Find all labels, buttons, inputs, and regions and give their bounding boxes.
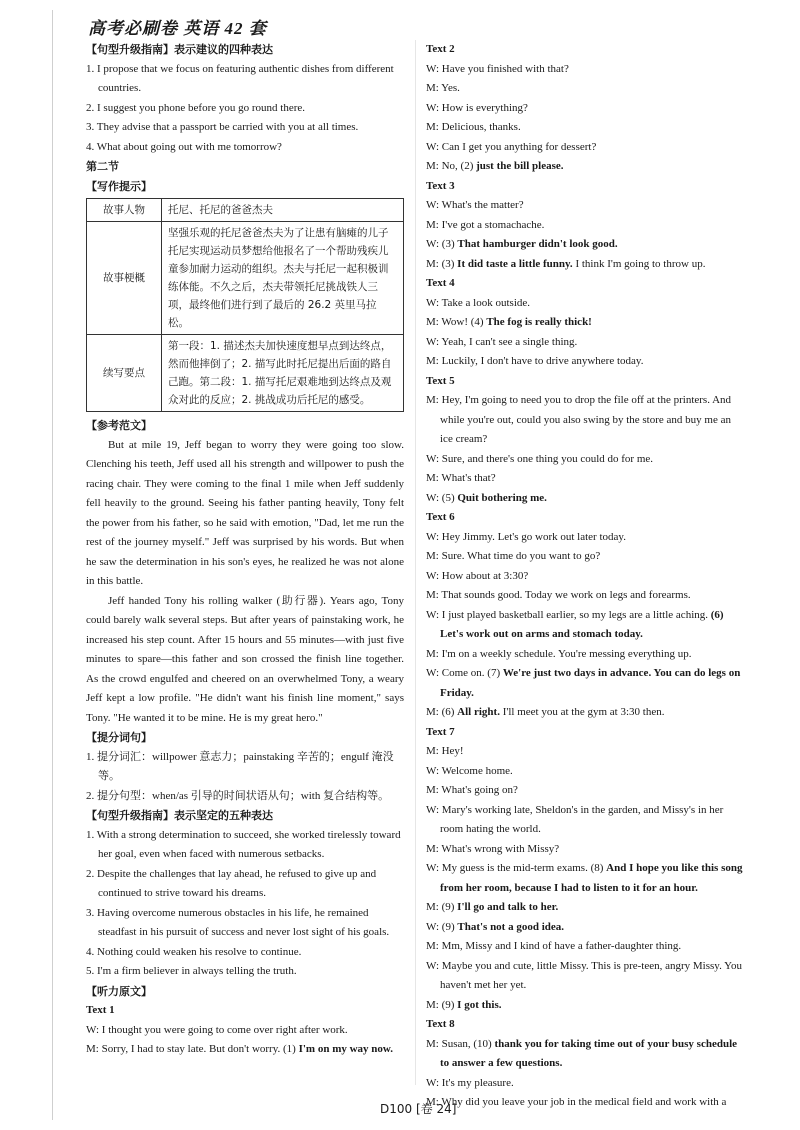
dialogue-text: W: (5) [426, 491, 458, 504]
dialogue-text: I'll meet you at the gym at 3:30 then. [499, 706, 665, 718]
dialogue-line [426, 703, 746, 723]
answer-text: It did taste a little funny. [457, 257, 573, 270]
dialogue-line: M: What's wrong with Missy? [426, 842, 560, 855]
table-row [87, 222, 404, 335]
dialogue-line [426, 996, 746, 1016]
dialogue-line: W: Can I get you anything for dessert? [426, 140, 597, 153]
dialogue-text: M: (3) [426, 257, 458, 270]
dialogue-line: W: Take a look outside. [426, 296, 531, 309]
dialogue-line: M: That sounds good. Today we work on legs and forearms. [426, 589, 691, 601]
dialogue-text: W: My guess is the mid-term exams. (8) [426, 862, 607, 874]
dialogue-text: M: Sorry, I had to stay late. But don't worry. (1) [86, 1043, 299, 1055]
dialogue-line: M: Yes. [426, 82, 460, 94]
dialogue-line: W: How is everything? [426, 101, 528, 114]
list-item: 5. I'm a firm believer in always telling the truth. [86, 965, 297, 977]
answer-text: That's not a good idea. [457, 920, 565, 933]
column-divider [415, 40, 416, 1085]
dialogue-line [426, 606, 746, 645]
writing-hint-table [86, 198, 404, 412]
table-value: 托尼、托尼的爸爸杰夫 [162, 199, 404, 222]
dialogue-line: M: Why did you leave your job in the medical field and work with a [426, 1096, 727, 1108]
dialogue-text: M: (6) [426, 706, 458, 718]
dialogue-line: M: Luckily, I don't have to drive anywhere today. [426, 355, 644, 367]
dialogue-line [426, 235, 746, 255]
text-label: Text 4 [426, 277, 455, 289]
dialogue-line: M: Mm, Missy and I kind of have a father-daughter thing. [426, 940, 682, 952]
listening-heading: 【听力原文】 [86, 984, 152, 998]
answer-text: I'm on my way now. [298, 1043, 394, 1055]
dialogue-line [426, 859, 746, 898]
reference-paragraph-1: But at mile 19, Jeff began to worry they were going too slow. Clenching his teeth, Jeff used all his strength and willpower to push the racing chair. They were coming to the final 1 mile when Jeff suddenly fell heavily to the ground. Seeing his father panting heavily, Tony felt the power from his father, so he said with emotion, "Dad, let me run the rest of the journey myself." Jeff was surprised by his words. But when he saw the determination in his son's eyes, he realized he was not alone in this battle. [86, 438, 404, 587]
dialogue-text: M: Susan, (10) [426, 1037, 495, 1050]
dialogue-line [426, 898, 746, 918]
list-item: 2. I suggest you phone before you go round there. [86, 101, 306, 114]
list-item: 4. What about going out with me tomorrow? [86, 140, 282, 153]
dialogue-line [426, 157, 746, 177]
dialogue-line: W: How about at 3:30? [426, 569, 529, 582]
left-column [86, 40, 404, 1060]
dialogue-text: M: Wow! (4) [426, 316, 487, 328]
dialogue-text: I think I'm going to throw up. [572, 257, 706, 270]
table-key: 故事人物 [87, 199, 162, 222]
list-item: 1. I propose that we focus on featuring authentic dishes from different countries. [86, 62, 394, 94]
dialogue-line: M: Hey, I'm going to need you to drop the file off at the printers. And while you're out, could you also swing by the store and buy me an ice cream? [426, 394, 732, 445]
dialogue-text: M: (9) [426, 901, 458, 913]
dialogue-line [426, 664, 746, 703]
list-item: 2. Despite the challenges that lay ahead, he refused to give up and continued to strive toward his dreams. [86, 867, 377, 899]
dialogue-line: M: What's that? [426, 472, 496, 484]
dialogue-line: M: Delicious, thanks. [426, 121, 521, 133]
dialogue-line [426, 918, 746, 938]
answer-text: We're just two days in advance. You can do legs on Friday. [440, 667, 741, 699]
right-column [426, 40, 746, 1113]
answer-text: thank you for taking time out of your busy schedule to answer a few questions. [440, 1037, 738, 1069]
list-item: 3. They advise that a passport be carried with you at all times. [86, 121, 359, 133]
table-key: 续写要点 [87, 335, 162, 412]
answer-text: All right. [457, 706, 500, 718]
dialogue-text: M: No, (2) [426, 160, 477, 172]
answer-text: That hamburger didn't look good. [457, 238, 618, 250]
dialogue-line: W: It's my pleasure. [426, 1076, 514, 1089]
dialogue-line: M: I've got a stomachache. [426, 218, 545, 231]
text-label: Text 6 [426, 511, 455, 523]
table-row [87, 199, 404, 222]
dialogue-line [426, 1035, 746, 1074]
dialogue-line: W: Welcome home. [426, 764, 513, 777]
dialogue-text: W: (9) [426, 920, 458, 933]
text-label: Text 2 [426, 43, 455, 55]
dialogue-line: W: Hey Jimmy. Let's go work out later today. [426, 530, 626, 543]
answer-text: I got this. [457, 998, 502, 1011]
table-value: 坚强乐观的托尼爸爸杰夫为了让患有脑瘫的儿子托尼实现运动员梦想给他报名了一个帮助残疾儿童参加耐力运动的组织。杰夫与托尼一起积极训练体能。不久之后，杰夫带领托尼挑战铁人三项，最终他们进行到了最后的 26.2 英里马拉松。 [162, 222, 404, 335]
answer-text: (6) Let's work out on arms and stomach today. [440, 608, 724, 640]
dialogue-line: M: Hey! [426, 745, 464, 757]
writing-hint-heading: 【写作提示】 [86, 179, 152, 193]
dialogue-text: M: (9) [426, 998, 458, 1011]
tip-item: 1. 提分词汇：willpower 意志力；painstaking 辛苦的；engulf 淹没等。 [86, 750, 394, 782]
text-label: Text 7 [426, 725, 455, 738]
list-item: 4. Nothing could weaken his resolve to continue. [86, 945, 302, 958]
section-heading-determination: 【句型升级指南】表示坚定的五种表达 [86, 809, 273, 822]
dialogue-line: W: I thought you were going to come over right after work. [86, 1023, 348, 1036]
dialogue-line: W: What's the matter? [426, 199, 524, 211]
page-footer: D100 [卷 24] [380, 1102, 457, 1116]
answer-text: just the bill please. [476, 160, 564, 172]
dialogue-text: W: Come on. (7) [426, 667, 503, 679]
reference-heading: 【参考范文】 [86, 419, 152, 432]
dialogue-line [426, 255, 746, 275]
answer-text: And I hope you like this song from her room, because I had to listen to it for an hour. [440, 862, 743, 894]
answer-text: The fog is really thick! [486, 316, 592, 328]
dialogue-line: W: Yeah, I can't see a single thing. [426, 335, 578, 348]
dialogue-line: M: Sure. What time do you want to go? [426, 550, 601, 562]
section-heading-suggestions: 【句型升级指南】表示建议的四种表达 [86, 43, 273, 56]
dialogue-text: W: I just played basketball earlier, so my legs are a little aching. [426, 608, 711, 621]
text-label: Text 8 [426, 1018, 455, 1030]
text-label: Text 1 [86, 1004, 115, 1016]
dialogue-line: W: Maybe you and cute, little Missy. This is pre-teen, angry Missy. You haven't met her yet. [426, 959, 743, 991]
page-title: 高考必刷卷 英语 42 套 [88, 19, 267, 38]
dialogue-line: M: I'm on a weekly schedule. You're messing everything up. [426, 647, 692, 660]
list-item: 1. With a strong determination to succeed, she worked tirelessly toward her goal, even when faced with numerous setbacks. [86, 828, 401, 860]
dialogue-line: M: What's going on? [426, 784, 518, 796]
dialogue-line [86, 1040, 404, 1060]
dialogue-line: W: Have you finished with that? [426, 62, 569, 75]
table-row [87, 335, 404, 412]
table-key: 故事梗概 [87, 222, 162, 335]
text-label: Text 5 [426, 374, 455, 387]
part-heading: 第二节 [86, 160, 119, 173]
dialogue-line: W: Sure, and there's one thing you could do for me. [426, 452, 654, 465]
tips-heading: 【提分词句】 [86, 731, 152, 744]
reference-paragraph-2: Jeff handed Tony his rolling walker (助行器). Years ago, Tony could barely walk several steps. But after years of painstaking work, he increased his step count. After 15 hours and 55 minutes—with just five minutes to spare—this father and son crossed the finish line together. As the crowd engulfed and cheered on an overwhelmed Tony, a weary Jeff kept a low profile. "He didn't want his finish line moment," says Tony. "He wanted it to be mine. He is my great hero." [86, 594, 404, 724]
table-value: 第一段：1. 描述杰夫加快速度想早点到达终点，然而他摔倒了；2. 描写此时托尼提出后面的路自己跑。第二段：1. 描写托尼艰难地到达终点及观众对此的反应；2. 挑战成功后托尼的感受。 [162, 335, 404, 412]
dialogue-text: W: (3) [426, 238, 458, 250]
list-item: 3. Having overcome numerous obstacles in his life, he remained steadfast in his pursuit of success and never lost sight of his goals. [86, 906, 390, 938]
dialogue-line [426, 489, 746, 509]
text-label: Text 3 [426, 179, 455, 192]
answer-text: Quit bothering me. [457, 491, 547, 504]
dialogue-line [426, 313, 746, 333]
left-margin-line [52, 10, 53, 1120]
answer-text: I'll go and talk to her. [457, 901, 559, 913]
dialogue-line: W: Mary's working late, Sheldon's in the garden, and Missy's in her room hating the world. [426, 803, 724, 835]
tip-item: 2. 提分句型：when/as 引导的时间状语从句；with 复合结构等。 [86, 789, 390, 802]
